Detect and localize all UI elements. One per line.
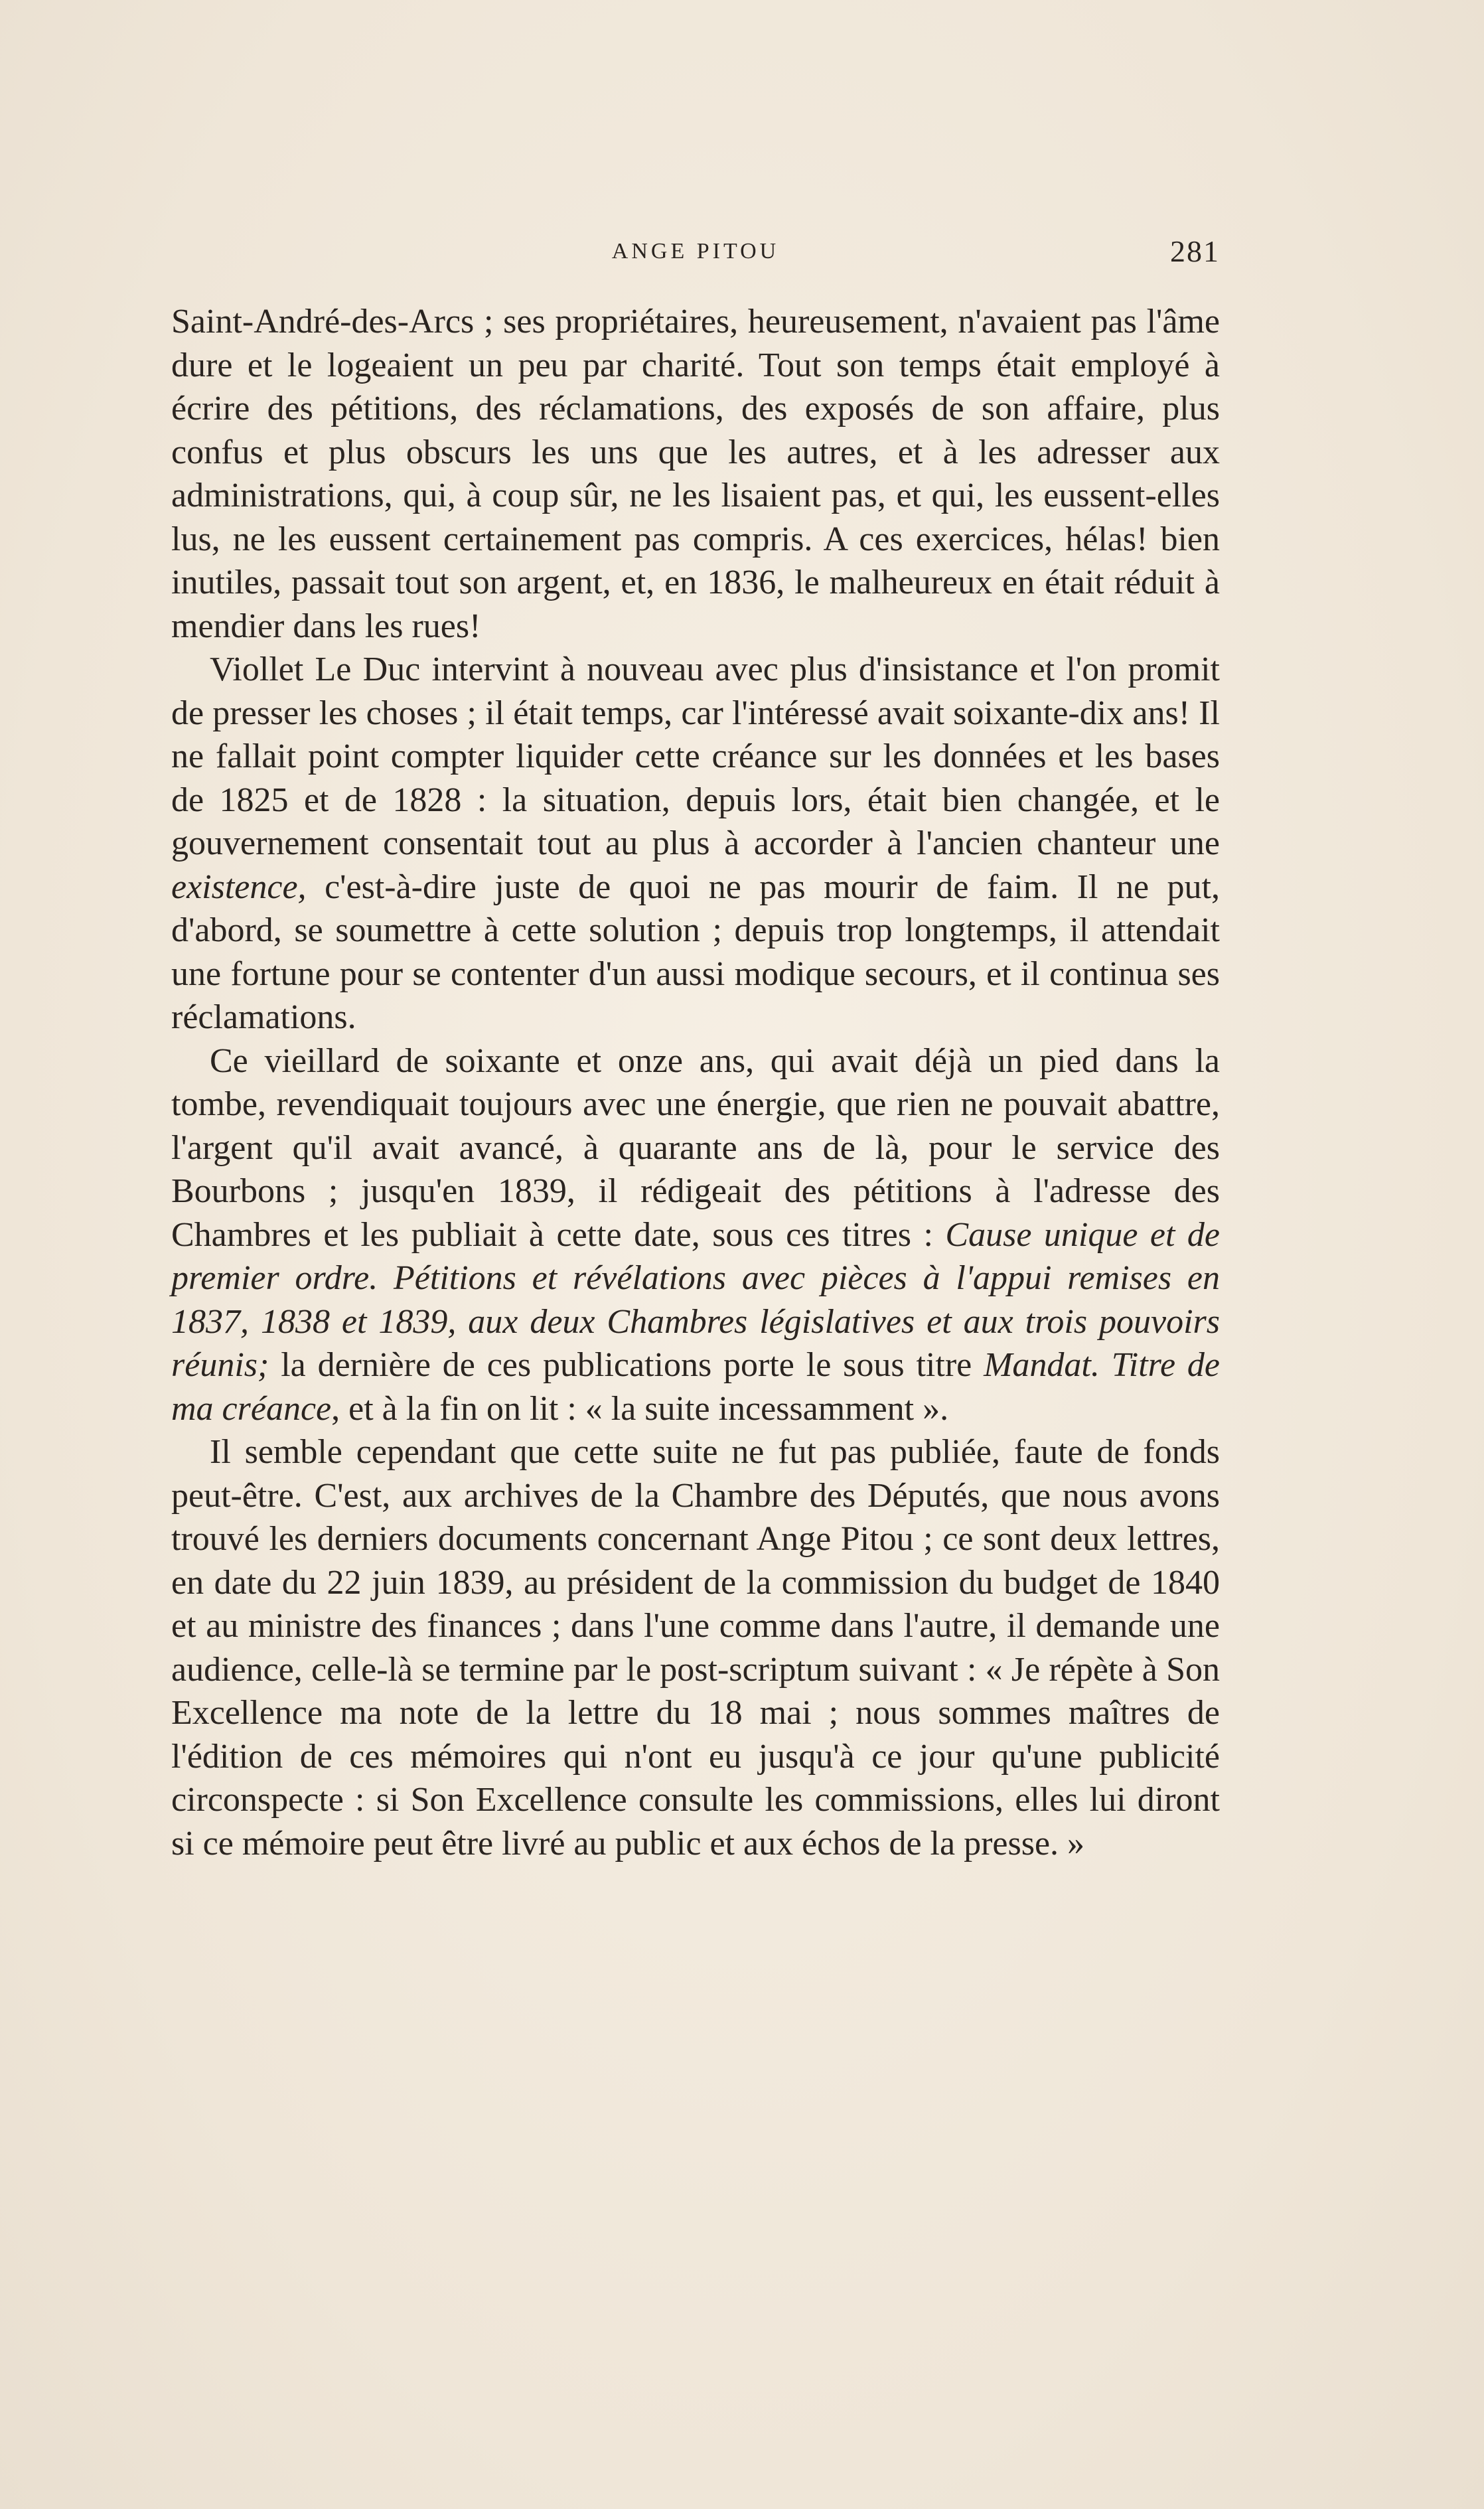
paragraph-3-text-a: Ce vieillard de soixante et onze ans, qui avait déjà un pied dans la tombe, revendiquait toujours avec une énergie, que rien ne pouvait abattre, l'argent qu'il avait avancé, à quarante ans de là, pour le service des Bourbons ; jusqu'en 1839, il rédigeait des pétitions à l'adresse des Chambres et les publiait à cette date, sous ces titres : — [171, 1041, 1220, 1254]
page-header — [171, 234, 1220, 273]
body-text — [171, 300, 1220, 1865]
page-number: 281 — [1170, 234, 1220, 268]
paragraph-2-text-a: Viollet Le Duc intervint à nouveau avec plus d'insistance et l'on promit de presser les choses ; il était temps, car l'intéressé avait soixante-dix ans! Il ne fallait point compter liquider cette créance sur les données et les bases de 1825 et de 1828 : la situation, depuis lors, était bien changée, et le gouvernement consentait tout au plus à accorder à l'ancien chanteur une — [171, 650, 1220, 862]
running-title: ANGE PITOU — [611, 239, 780, 264]
paragraph-3-italic-subtitle: Mandat. Titre de ma créance — [171, 1346, 1221, 1428]
paragraph-3 — [171, 1039, 1220, 1431]
paragraph-2-italic: existence, — [171, 868, 307, 906]
paragraph-2 — [171, 648, 1220, 1039]
paragraph-2-text-b: c'est-à-dire juste de quoi ne pas mourir de faim. Il ne put, d'abord, se soumettre à cette solution ; depuis trop longtemps, il attendait une fortune pour se contenter d'un aussi modique secours, et il continua ses réclamations. — [171, 868, 1220, 1036]
paragraph-4: Il semble cependant que cette suite ne fut pas publiée, faute de fonds peut-être. C'est, aux archives de la Chambre des Députés, que nous avons trouvé les derniers documents concernant Ange Pitou ; ce sont deux lettres, en date du 22 juin 1839, au président de la commission du budget de 1840 et au ministre des finances ; dans l'une comme dans l'autre, il demande une audience, celle-là se termine par le post-scriptum suivant : « Je répète à Son Excellence ma note de la lettre du 18 mai ; nous sommes maîtres de l'édition de ces mémoires qui n'ont eu jusqu'à ce jour qu'une publicité circonspecte : si Son Excellence consulte les commissions, elles lui diront si ce mémoire peut être livré au public et aux échos de la presse. » — [171, 1433, 1220, 1863]
paragraph-1: Saint-André-des-Arcs ; ses propriétaires, heureusement, n'avaient pas l'âme dure et le logeaient un peu par charité. Tout son temps était employé à écrire des pétitions, des réclamations, des exposés de son affaire, plus confus et plus obscurs les uns que les autres, et à les adresser aux administrations, qui, à coup sûr, ne les lisaient pas, et qui, les eussent-elles lus, ne les eussent certainement pas compris. A ces exercices, hélas! bien inutiles, passait tout son argent, et, en 1836, le malheureux en était réduit à mendier dans les rues! — [171, 303, 1220, 645]
paragraph-3-text-c: , et à la fin on lit : « la suite incessamment ». — [331, 1389, 949, 1428]
paragraph-3-text-b: la dernière de ces publications porte le sous titre — [281, 1346, 972, 1384]
paragraph-3-italic-title: Cause unique et de premier ordre. Pétitions et révélations avec pièces à l'appui remises en 1837, 1838 et 1839, aux deux Chambres législatives et aux trois pouvoirs réunis; — [171, 1215, 1220, 1384]
